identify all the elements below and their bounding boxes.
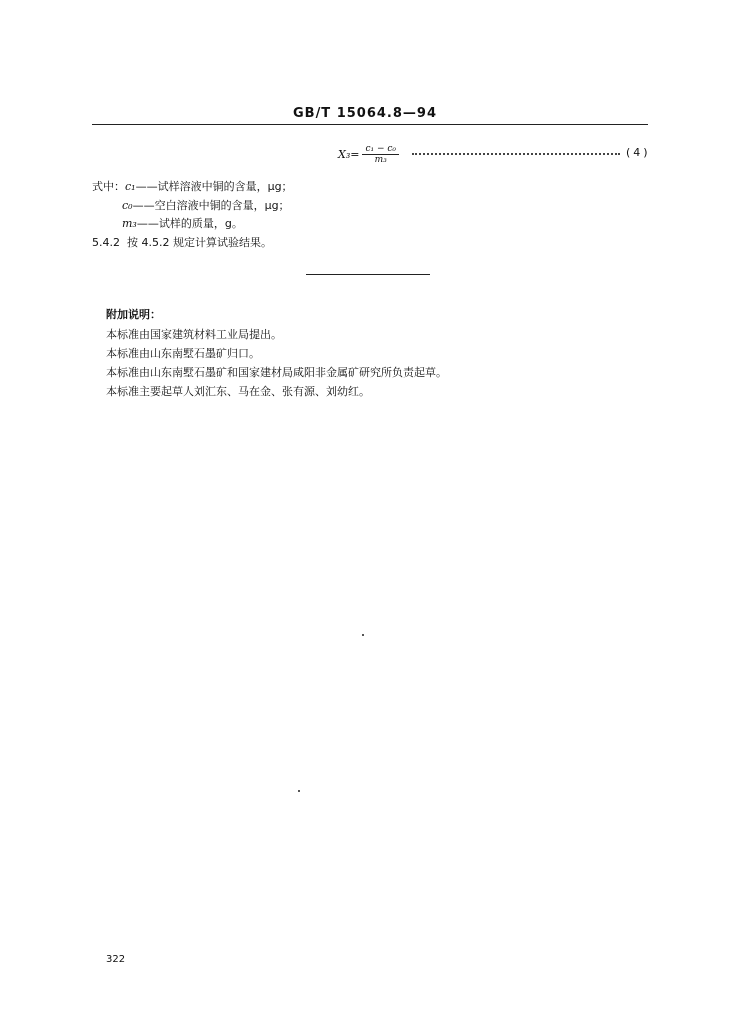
formula-lhs: X₃ xyxy=(338,148,351,161)
definition-text: 试样溶液中铜的含量，μg； xyxy=(157,180,293,193)
formula-leader-dots xyxy=(412,153,620,155)
formula xyxy=(338,144,399,165)
definition-row xyxy=(122,215,243,231)
page-number: 322 xyxy=(106,954,126,965)
definition-row xyxy=(92,178,293,194)
scan-speck xyxy=(298,790,300,792)
definition-dash: —— xyxy=(132,199,155,212)
scan-speck xyxy=(362,634,364,636)
definition-symbol: m₃ xyxy=(122,217,137,230)
definition-symbol: c₀ xyxy=(122,199,133,212)
section-separator xyxy=(306,274,430,275)
formula-denominator: m₃ xyxy=(374,155,387,165)
notes-line: 本标准由国家建筑材料工业局提出。 xyxy=(106,328,282,341)
notes-heading: 附加说明： xyxy=(106,308,161,321)
clause-number: 5.4.2 xyxy=(92,236,120,249)
clause-text: 按 4.5.2 规定计算试验结果。 xyxy=(127,236,272,249)
formula-equals: = xyxy=(350,148,360,161)
clause-row xyxy=(92,234,272,250)
definition-dash: —— xyxy=(135,180,158,193)
definition-dash: —— xyxy=(136,217,159,230)
definition-symbol: c₁ xyxy=(125,180,136,193)
definition-text: 空白溶液中铜的含量，μg； xyxy=(154,199,290,212)
notes-line: 本标准由山东南墅石墨矿和国家建材局咸阳非金属矿研究所负责起草。 xyxy=(106,366,447,379)
formula-numerator: c₁ − c₀ xyxy=(362,144,399,155)
formula-number: (4) xyxy=(626,146,651,159)
definition-prefix: 式中： xyxy=(92,180,125,193)
notes-line: 本标准主要起草人刘汇东、马在金、张有源、刘幼红。 xyxy=(106,385,370,398)
notes-line: 本标准由山东南墅石墨矿归口。 xyxy=(106,347,260,360)
definition-row xyxy=(122,197,290,213)
header-rule xyxy=(92,124,648,125)
formula-fraction xyxy=(362,144,399,165)
document-header: GB/T 15064.8—94 xyxy=(292,106,438,121)
definition-text: 试样的质量，g。 xyxy=(158,217,243,230)
